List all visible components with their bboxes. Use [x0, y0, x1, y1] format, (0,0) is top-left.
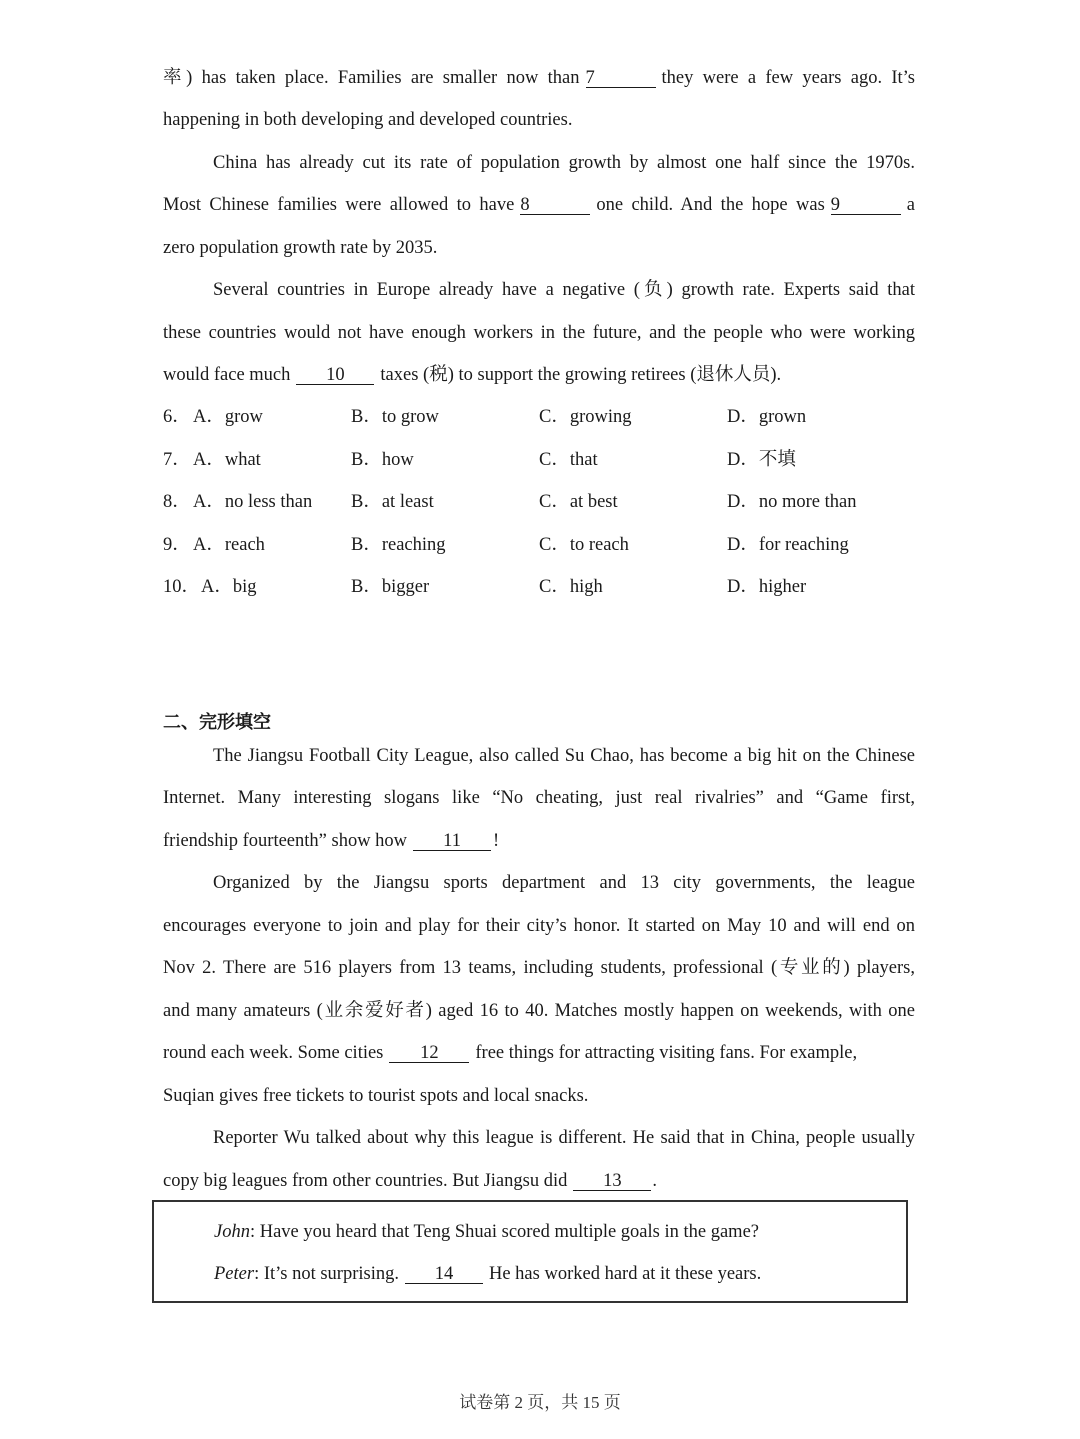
section-heading: 二、完形填空 [163, 712, 271, 733]
passage-line: China has already cut its rate of population growth by almost one half since the 1970s. [213, 153, 915, 173]
page-footer: 试卷第 2 页，共 15 页 [459, 1393, 621, 1412]
option-a: A．what [193, 450, 261, 470]
passage-line: encourages everyone to join and play for their city’s honor. It started on May 10 and will end on [163, 916, 915, 936]
option-c: C．high [539, 577, 603, 597]
passage-line: zero population growth rate by 2035. [163, 238, 438, 258]
answer-blank: 11 [413, 832, 491, 851]
passage-line: copy big leagues from other countries. But Jiangsu did 13 . [163, 1171, 657, 1191]
dialogue-line-peter: Peter: It’s not surprising. 14 He has worked hard at it these years. [214, 1264, 762, 1284]
passage-line: and many amateurs (业余爱好者) aged 16 to 40. Matches mostly happen on weekends, with one [163, 1001, 915, 1021]
option-b: B．to grow [351, 407, 439, 427]
option-a: A．no less than [193, 492, 313, 512]
option-a: A．reach [193, 535, 265, 555]
speaker-name: Peter [214, 1264, 255, 1284]
question-number: 6． [163, 407, 191, 427]
passage-line: friendship fourteenth” show how 11 ! [163, 831, 500, 851]
option-d: D．for reaching [727, 535, 849, 555]
answer-blank: 9 [831, 196, 901, 215]
dialogue-line-john: John: Have you heard that Teng Shuai scored multiple goals in the game? [214, 1222, 759, 1242]
passage-line: happening in both developing and developed countries. [163, 110, 573, 130]
speaker-name: John [214, 1222, 250, 1242]
passage-line: Nov 2. There are 516 players from 13 teams, including students, professional (专业的) players, [163, 958, 915, 978]
answer-blank: 12 [389, 1044, 469, 1063]
option-d: D．no more than [727, 492, 857, 512]
question-number: 7． [163, 450, 191, 470]
option-c: C．growing [539, 407, 632, 427]
option-b: B．at least [351, 492, 434, 512]
passage-line: these countries would not have enough workers in the future, and the people who were working [163, 323, 915, 343]
option-b: B．reaching [351, 535, 446, 555]
answer-blank: 13 [573, 1172, 651, 1191]
option-d: D．grown [727, 407, 807, 427]
passage-line: Organized by the Jiangsu sports department and 13 city governments, the league [213, 873, 915, 893]
answer-blank: 10 [296, 366, 374, 385]
option-c: C．that [539, 450, 598, 470]
question-number: 10． [163, 577, 201, 597]
passage-line: The Jiangsu Football City League, also called Su Chao, has become a big hit on the Chinese [213, 746, 915, 766]
passage-line: Internet. Many interesting slogans like “No cheating, just real rivalries” and “Game first, [163, 788, 915, 808]
passage-line: Most Chinese families were allowed to have 8 one child. And the hope was 9 a [163, 195, 915, 215]
question-number: 9． [163, 535, 191, 555]
option-c: C．at best [539, 492, 618, 512]
option-d: D．higher [727, 577, 807, 597]
dialogue-box [152, 1200, 908, 1303]
passage-line: Several countries in Europe already have a negative (负) growth rate. Experts said that [213, 280, 915, 300]
passage-line: round each week. Some cities 12 free things for attracting visiting fans. For example, [163, 1043, 858, 1063]
question-options [163, 576, 923, 598]
option-a: A．big [201, 577, 257, 597]
passage-line: Suqian gives free tickets to tourist spots and local snacks. [163, 1086, 589, 1106]
passage-line: 率) has taken place. Families are smaller now than 7 they were a few years ago. It’s [163, 68, 915, 88]
question-options [163, 449, 923, 471]
option-a: A．grow [193, 407, 263, 427]
passage-line: would face much 10 taxes (税) to support the growing retirees (退休人员). [163, 365, 782, 385]
passage-line: Reporter Wu talked about why this league is different. He said that in China, people usually [213, 1128, 915, 1148]
question-number: 8． [163, 492, 191, 512]
answer-blank: 8 [520, 196, 590, 215]
option-b: B．how [351, 450, 414, 470]
option-c: C．to reach [539, 535, 629, 555]
question-options [163, 534, 923, 556]
answer-blank: 14 [405, 1265, 483, 1284]
option-d: D．不填 [727, 450, 796, 470]
question-options [163, 406, 923, 428]
question-options [163, 491, 923, 513]
option-b: B．bigger [351, 577, 430, 597]
answer-blank: 7 [586, 69, 656, 88]
